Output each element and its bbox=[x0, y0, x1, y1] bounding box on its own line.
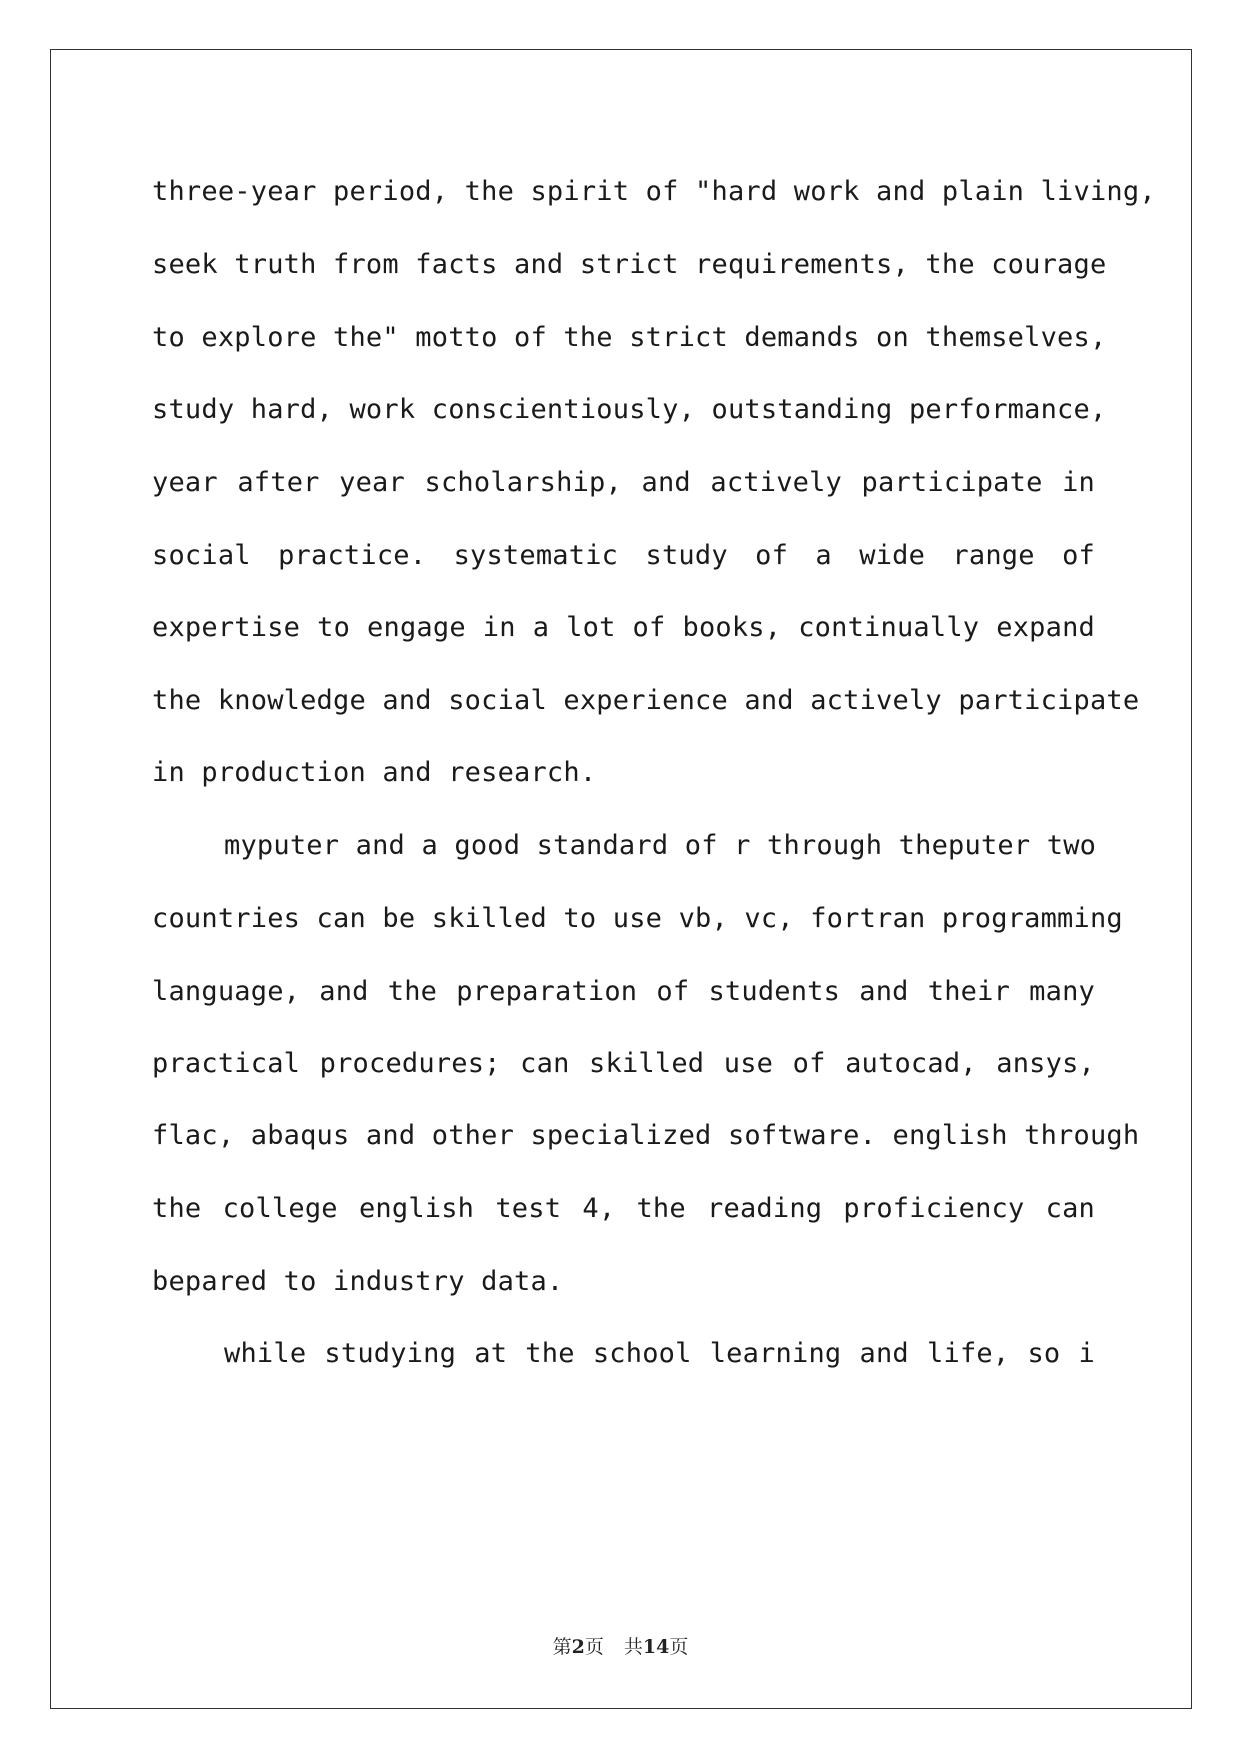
text-line: bepared to industry data. bbox=[152, 1266, 564, 1297]
text-line: in production and research. bbox=[152, 757, 597, 788]
page-suffix: 页 bbox=[584, 1636, 604, 1658]
text-line: social practice. systematic study of a wide range of bbox=[152, 540, 1095, 571]
total-prefix: 共 bbox=[623, 1636, 643, 1658]
text-line: to explore the" motto of the strict demands on themselves, bbox=[152, 322, 1107, 353]
text-line: countries can be skilled to use vb, vc, fortran programming bbox=[152, 903, 1123, 934]
text-line: flac, abaqus and other specialized software. english through bbox=[152, 1120, 1140, 1151]
text-line: year after year scholarship, and actively participate in bbox=[152, 467, 1095, 498]
text-line: practical procedures; can skilled use of autocad, ansys, bbox=[152, 1048, 1095, 1079]
text-line: the knowledge and social experience and actively participate bbox=[152, 685, 1140, 716]
total-pages: 14 bbox=[642, 1636, 670, 1658]
text-line: seek truth from facts and strict requirements, the courage bbox=[152, 249, 1107, 280]
text-line: expertise to engage in a lot of books, continually expand bbox=[152, 612, 1095, 643]
page-number: 2 bbox=[571, 1636, 585, 1658]
page-border bbox=[50, 49, 1192, 1709]
text-line: language, and the preparation of students and their many bbox=[152, 976, 1095, 1007]
text-line: myputer and a good standard of r through theputer two bbox=[224, 830, 1097, 861]
page-prefix: 第 bbox=[552, 1636, 572, 1658]
total-suffix: 页 bbox=[669, 1636, 689, 1658]
text-line: while studying at the school learning and life, so i bbox=[224, 1338, 1095, 1369]
text-line: study hard, work conscientiously, outstanding performance, bbox=[152, 394, 1107, 425]
text-line: three-year period, the spirit of "hard work and plain living, bbox=[152, 176, 1156, 207]
page-footer bbox=[0, 1632, 1241, 1659]
text-line: the college english test 4, the reading proficiency can bbox=[152, 1193, 1095, 1224]
